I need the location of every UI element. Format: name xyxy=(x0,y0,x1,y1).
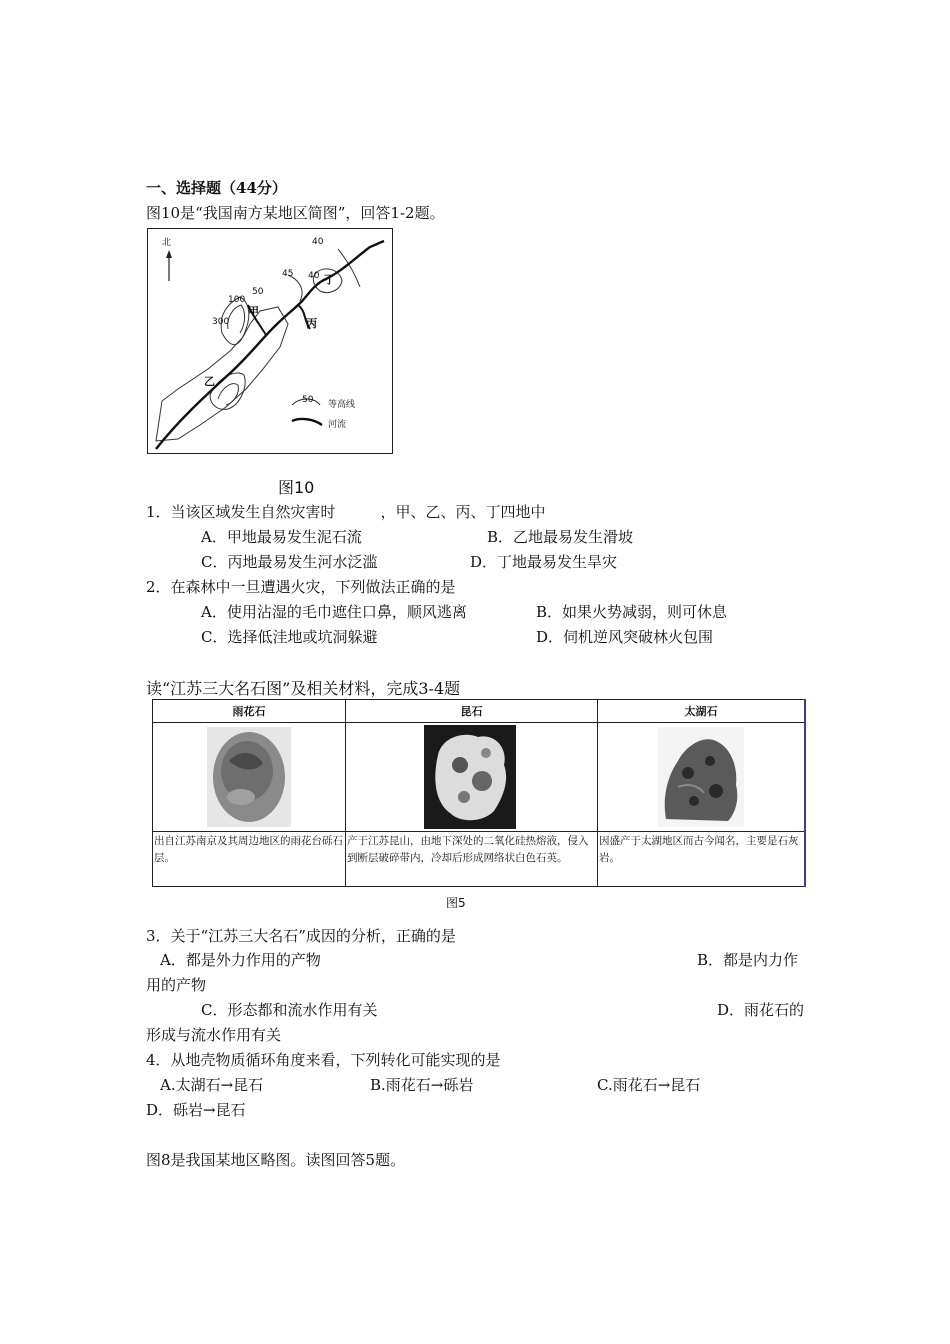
contour-label: 45 xyxy=(282,269,294,279)
q2-stem: 2．在森林中一旦遭遇火灾，下列做法正确的是 xyxy=(146,578,456,596)
desc-kun: 产于江苏昆山，由地下深处的二氧化硅热熔液，侵入到断层破碎带内，冷却后形成网络状白色石英。 xyxy=(346,832,598,887)
stones-table xyxy=(152,699,805,887)
place-label-jia: 甲 xyxy=(248,305,259,318)
stones-caption: 图5 xyxy=(446,896,466,910)
contour-label: 50 xyxy=(252,287,264,297)
q2-option-c: C．选择低洼地或坑洞躲避 xyxy=(201,628,378,646)
stones-image-row xyxy=(153,723,805,832)
legend-contour-value: 50 xyxy=(302,395,314,405)
legend-river-label: 河流 xyxy=(328,420,347,430)
q3-option-c: C．形态都和流水作用有关 xyxy=(201,1001,378,1019)
taihu-stone-cell xyxy=(598,723,805,832)
stones-intro-text: 读“江苏三大名石图”及相关材料，完成3-4题 xyxy=(146,679,461,698)
q1-option-a: A．甲地最易发生泥石流 xyxy=(201,528,362,546)
legend-contour-label: 等高线 xyxy=(328,400,356,410)
section-heading: 一、选择题（44分） xyxy=(146,179,287,197)
map-caption: 图10 xyxy=(278,478,315,497)
north-label: 北 xyxy=(162,238,172,248)
place-label-yi: 乙 xyxy=(204,375,215,388)
place-label-ding: 丁 xyxy=(324,273,335,286)
header-yuhua: 雨花石 xyxy=(153,700,346,723)
contour-label: 40 xyxy=(308,271,320,281)
map-drawing xyxy=(148,229,394,455)
desc-taihu: 因盛产于太湖地区而古今闻名，主要是石灰岩。 xyxy=(598,832,805,887)
yuhua-stone-image xyxy=(207,727,291,827)
q2-option-b: B．如果火势减弱，则可休息 xyxy=(536,603,728,621)
q4-option-c: C.雨花石→昆石 xyxy=(597,1076,701,1094)
q1-option-d: D．丁地最易发生旱灾 xyxy=(470,553,618,571)
place-label-bing: 丙 xyxy=(306,317,317,330)
stones-header-row xyxy=(153,700,805,723)
kun-stone-cell xyxy=(346,723,598,832)
taihu-stone-image xyxy=(658,727,744,827)
contour-label: 100 xyxy=(228,295,246,305)
map-intro-text: 图10是“我国南方某地区简图”，回答1-2题。 xyxy=(146,204,445,222)
stones-desc-row xyxy=(153,832,805,887)
header-kun: 昆石 xyxy=(346,700,598,723)
q2-option-d: D．伺机逆风突破林火包围 xyxy=(536,628,714,646)
contour-label: 40 xyxy=(312,237,324,247)
region-map xyxy=(147,228,393,454)
header-taihu: 太湖石 xyxy=(598,700,805,723)
q3-option-d-part1: D．雨花石的 xyxy=(717,1001,805,1019)
q5-intro-text: 图8是我国某地区略图。读图回答5题。 xyxy=(146,1151,406,1169)
q1-stem: 1．当该区域发生自然灾害时 ，甲、乙、丙、丁四地中 xyxy=(146,503,546,521)
q4-option-b: B.雨花石→砾岩 xyxy=(370,1076,474,1094)
q3-option-b-part2: 用的产物 xyxy=(146,976,207,994)
q3-option-b-part1: B．都是内力作 xyxy=(697,951,799,969)
yuhua-stone-cell xyxy=(153,723,346,832)
kun-stone-image xyxy=(424,725,516,829)
q4-stem: 4．从地壳物质循环角度来看，下列转化可能实现的是 xyxy=(146,1051,501,1069)
table-right-rule xyxy=(804,699,806,887)
q1-option-b: B．乙地最易发生滑坡 xyxy=(487,528,634,546)
q1-option-c: C．丙地最易发生河水泛滥 xyxy=(201,553,378,571)
q3-option-a: A．都是外力作用的产物 xyxy=(160,951,321,969)
desc-yuhua: 出自江苏南京及其周边地区的雨花台砾石层。 xyxy=(153,832,346,887)
q3-stem: 3．关于“江苏三大名石”成因的分析，正确的是 xyxy=(146,927,456,945)
q4-option-d: D．砾岩→昆石 xyxy=(146,1101,246,1119)
q2-option-a: A．使用沾湿的毛巾遮住口鼻，顺风逃离 xyxy=(201,603,467,621)
q4-option-a: A.太湖石→昆石 xyxy=(160,1076,264,1094)
contour-label: 300 xyxy=(212,317,230,327)
q3-option-d-part2: 形成与流水作用有关 xyxy=(146,1026,282,1044)
